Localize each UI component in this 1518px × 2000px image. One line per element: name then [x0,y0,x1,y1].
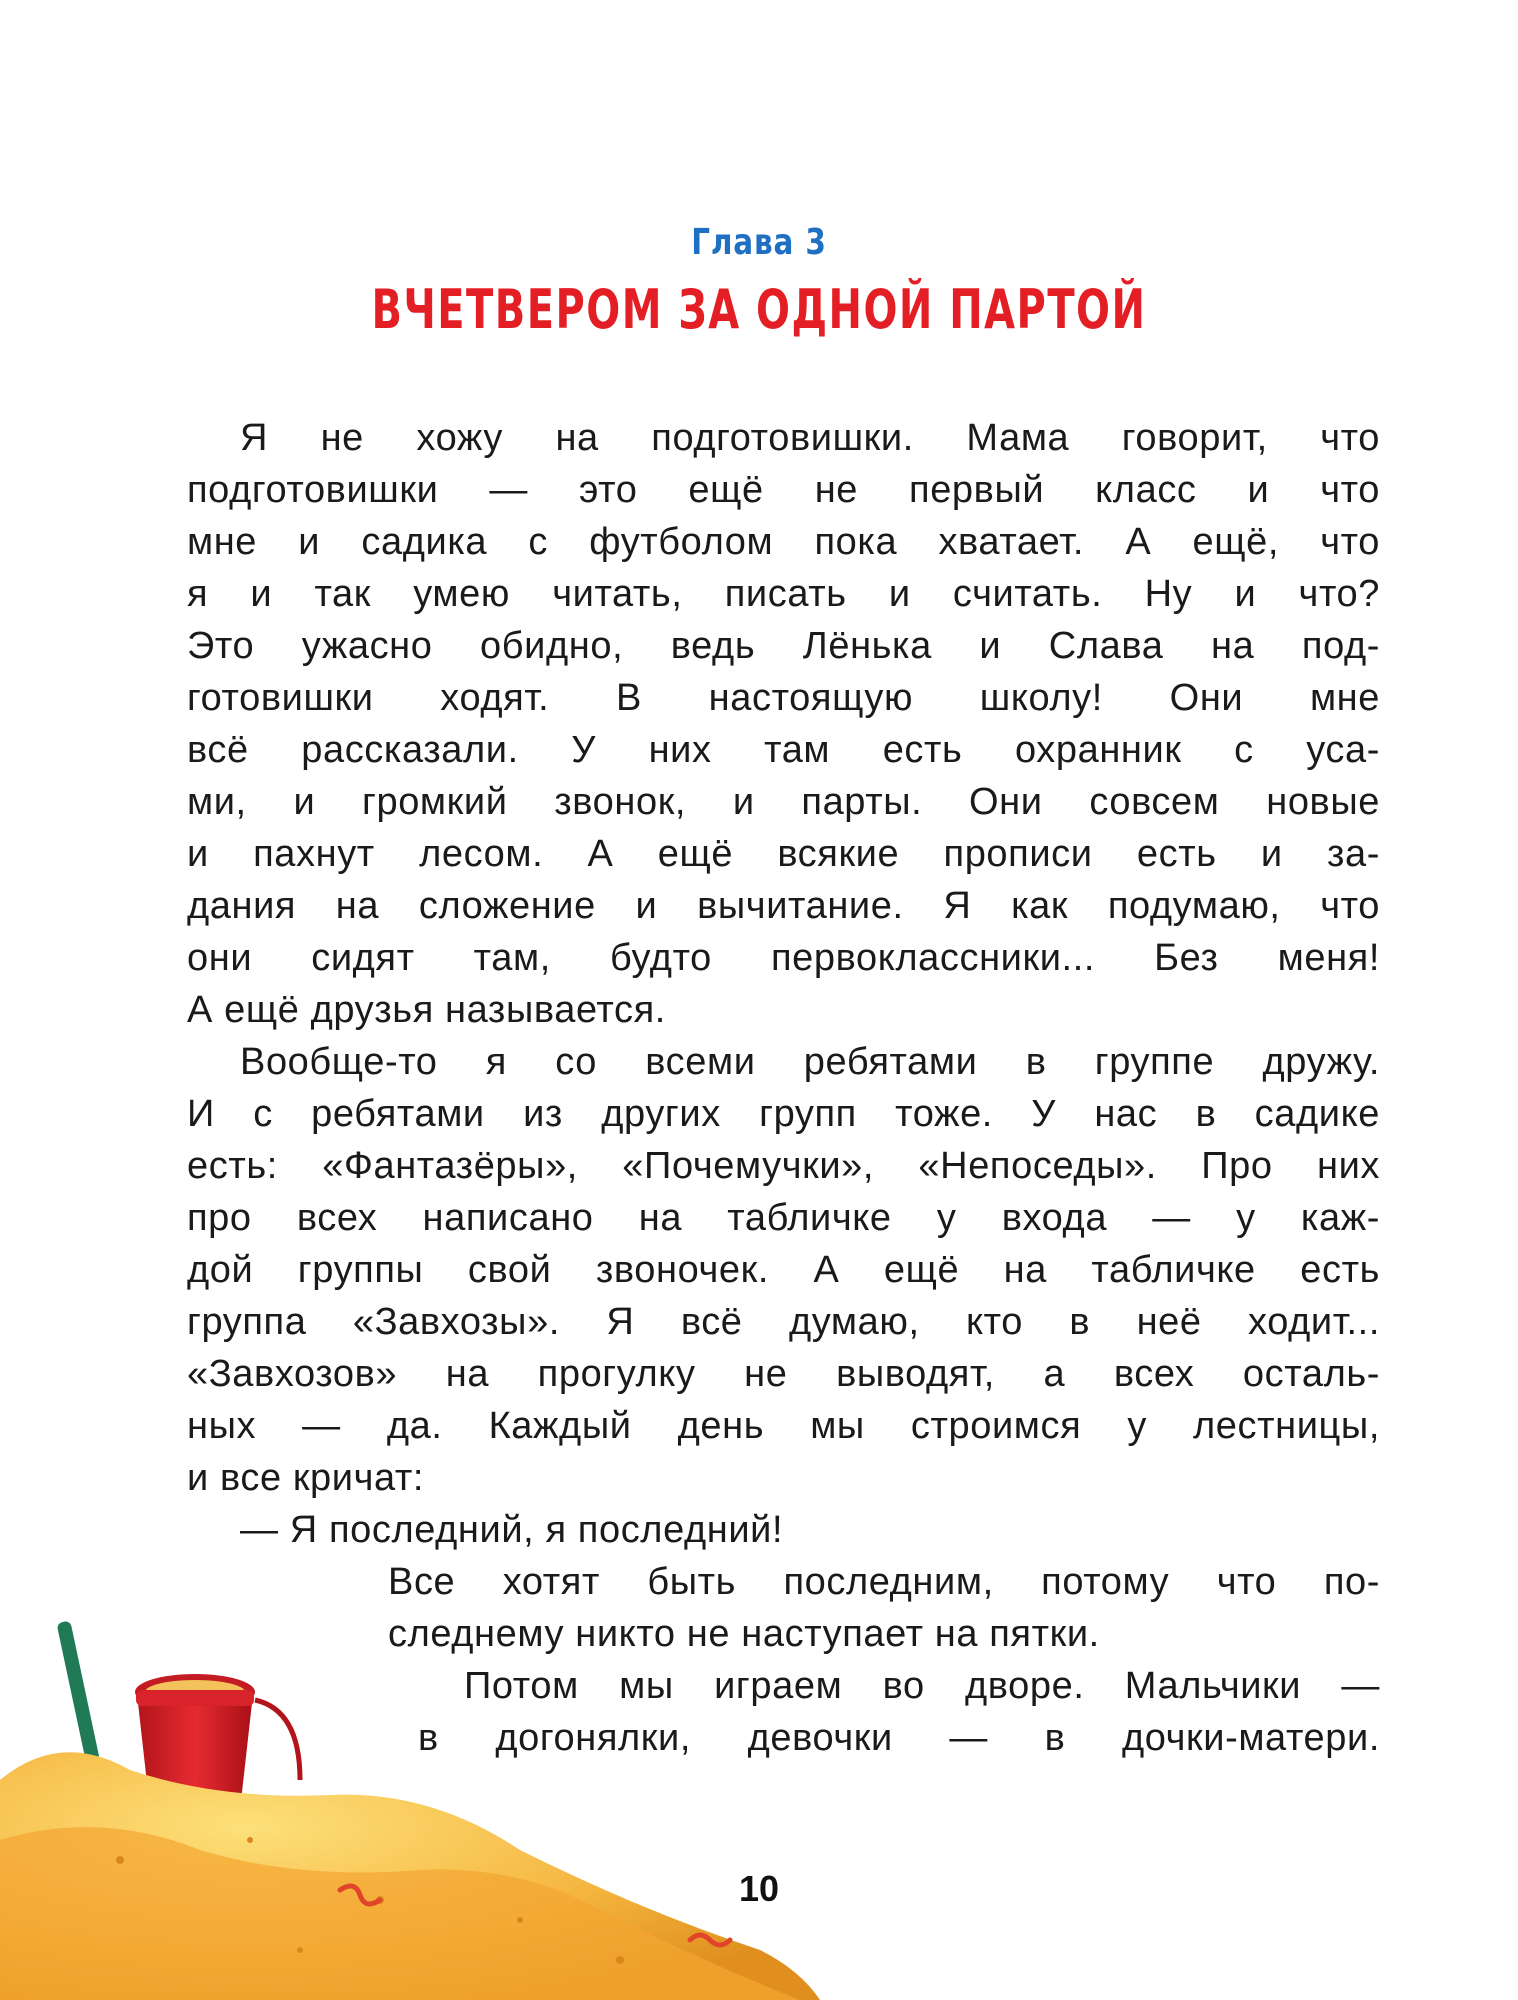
text-line: дой группы свой звоночек. А ещё на табличке есть [187,1249,1380,1291]
text-line: Вообще-то я со всеми ребятами в группе дружу. [240,1041,1380,1083]
page-number: 10 [738,1868,780,1909]
chapter-label: Глава 3 [691,222,827,263]
text-line: подготовишки — это ещё не первый класс и что [187,469,1380,511]
text-line: И с ребятами из других групп тоже. У нас в садике [187,1093,1380,1135]
text-line: всё рассказали. У них там есть охранник с уса- [187,729,1380,771]
text-line: есть: «Фантазёры», «Почемучки», «Непоседы». Про них [187,1145,1380,1187]
text-line: и все кричат: [187,1457,425,1499]
text-line: в догонялки, девочки — в дочки-матери. [418,1717,1380,1759]
chapter-title: ВЧЕТВЕРОМ ЗА ОДНОЙ ПАРТОЙ [371,278,1147,341]
text-line: Потом мы играем во дворе. Мальчики — [464,1665,1380,1707]
text-line: А ещё друзья называется. [187,989,666,1031]
text-line: Все хотят быть последним, потому что по- [388,1561,1380,1603]
dialogue-line: — Я последний, я последний! [240,1509,784,1551]
text-line: я и так умею читать, писать и считать. Ну и что? [187,573,1380,615]
text-line: мне и садика с футболом пока хватает. А ещё, что [187,521,1380,563]
text-line: дания на сложение и вычитание. Я как подумаю, что [187,885,1380,927]
text-line: готовишки ходят. В настоящую школу! Они мне [187,677,1380,719]
text-line: «Завхозов» на прогулку не выводят, а всех осталь- [187,1353,1380,1395]
text-line: ми, и громкий звонок, и парты. Они совсем новые [187,781,1380,823]
text-line: они сидят там, будто первоклассники... Без меня! [187,937,1380,979]
sand-pile-illustration [0,1610,820,2000]
text-line: ных — да. Каждый день мы строимся у лестницы, [187,1405,1380,1447]
text-line: Это ужасно обидно, ведь Лёнька и Слава на под- [187,625,1380,667]
text-line: и пахнут лесом. А ещё всякие прописи есть и за- [187,833,1380,875]
text-line: группа «Завхозы». Я всё думаю, кто в неё ходит... [187,1301,1380,1343]
text-line: про всех написано на табличке у входа — у каж- [187,1197,1380,1239]
text-line: Я не хожу на подготовишки. Мама говорит, что [240,417,1380,459]
text-line: следнему никто не наступает на пятки. [388,1613,1100,1655]
